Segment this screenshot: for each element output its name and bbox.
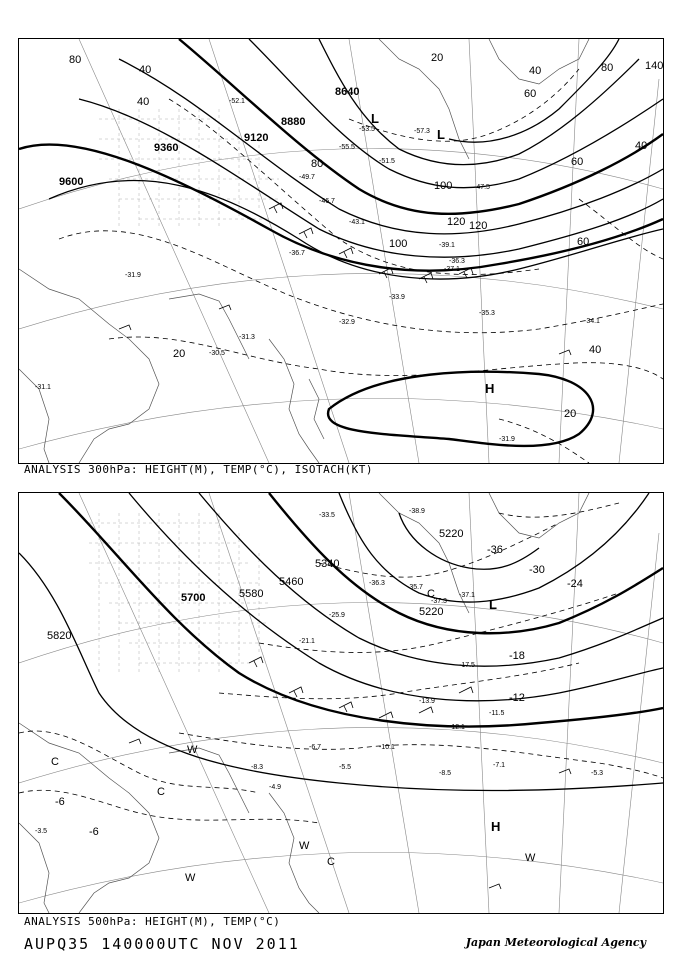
product-id: AUPQ35 140000UTC NOV 2011: [24, 935, 300, 953]
label-20c: 20: [431, 52, 444, 64]
label-100: 100: [434, 180, 453, 192]
label-40d: 40: [589, 344, 602, 356]
label-100b: 100: [389, 238, 408, 250]
temp-label: -38.9: [409, 508, 425, 515]
isotherms: [19, 503, 663, 823]
label-40b: 40: [137, 96, 150, 108]
label-120b: 120: [447, 216, 466, 228]
cold-region: C: [157, 786, 165, 798]
warm-region: W: [187, 744, 198, 756]
temp-label: -21.1: [299, 638, 315, 645]
temp-label: -3.5: [35, 828, 48, 835]
temp-label: -31.9: [499, 436, 515, 443]
map-300hpa-svg: [19, 39, 663, 463]
caption-300hpa: ANALYSIS 300hPa: HEIGHT(M), TEMP(°C), ISOTACH(KT): [24, 463, 374, 476]
temp-label: -33.9: [389, 294, 405, 301]
temp-label: -4.9: [269, 784, 282, 791]
label-80: 80: [311, 158, 324, 170]
temp-label: -37.1: [444, 266, 460, 273]
label-20: 20: [173, 348, 186, 360]
label-140: 140: [645, 60, 663, 72]
temp-label: -11.5: [489, 710, 505, 717]
graticule: [19, 493, 663, 913]
label-9600: 9600: [59, 176, 84, 188]
temp-label: -31.3: [239, 334, 255, 341]
temp-label: -43.1: [349, 219, 365, 226]
temp-label: -17.5: [459, 662, 475, 669]
temp-label: -35.7: [407, 584, 423, 591]
wind-barbs: [129, 657, 571, 889]
label-9360: 9360: [154, 142, 179, 154]
label-5220b: 5220: [419, 606, 444, 618]
temp-label: -31.9: [125, 272, 141, 279]
label-40e: 40: [635, 140, 648, 152]
label-60b: 60: [571, 156, 584, 168]
low-center: L: [437, 127, 445, 142]
label-minus30: -30: [529, 564, 545, 576]
temp-label: -52.1: [229, 98, 245, 105]
temp-label: -53.5: [359, 126, 375, 133]
high-center: H: [485, 381, 495, 396]
caption-500hpa: ANALYSIS 500hPa: HEIGHT(M), TEMP(°C): [24, 915, 281, 928]
label-5340: 5340: [315, 558, 340, 570]
contour-labels: [59, 52, 663, 420]
map-500hpa-svg: [19, 493, 663, 913]
label-40: 40: [139, 64, 152, 76]
label-5700: 5700: [181, 592, 206, 604]
temp-label: -6.7: [309, 744, 322, 751]
label-minus6: -6: [89, 826, 99, 838]
label-40c: 40: [529, 65, 542, 77]
label-minus18: -18: [509, 650, 525, 662]
temp-label: -55.5: [339, 144, 355, 151]
label-minus6b: -6: [55, 796, 65, 808]
temp-label: -33.5: [319, 512, 335, 519]
temp-label: -46.7: [319, 198, 335, 205]
label-5820: 5820: [47, 630, 72, 642]
height-contours: [19, 493, 663, 791]
label-5580: 5580: [239, 588, 264, 600]
temp-label: -5.5: [339, 764, 352, 771]
temp-label: -37.1: [459, 592, 475, 599]
temp-label: -5.3: [591, 770, 604, 777]
label-8640: 8640: [335, 86, 360, 98]
low-center: L: [371, 111, 379, 126]
high-center: H: [491, 819, 501, 834]
temp-label: -34.1: [584, 318, 600, 325]
label-8880: 8880: [281, 116, 306, 128]
map-300hpa: [18, 38, 664, 464]
cold-region: C: [327, 856, 335, 868]
label-80b: 80: [601, 62, 614, 74]
temp-label: -51.5: [379, 158, 395, 165]
temp-label: -37.3: [431, 598, 447, 605]
height-contours: [19, 39, 663, 446]
temp-label: -8.3: [251, 764, 264, 771]
low-center: L: [489, 597, 497, 612]
label-60: 60: [524, 88, 537, 100]
label-minus36: -36: [487, 544, 503, 556]
label-5460: 5460: [279, 576, 304, 588]
temp-label: -31.1: [35, 384, 51, 391]
label-80c: 80: [69, 54, 82, 66]
temp-label: -7.1: [493, 762, 506, 769]
map-500hpa: [18, 492, 664, 914]
warm-region: W: [525, 852, 536, 864]
temp-label: -30.5: [209, 350, 225, 357]
label-5220: 5220: [439, 528, 464, 540]
cold-region: C: [51, 756, 59, 768]
temp-label: -36.3: [369, 580, 385, 587]
temp-label: -32.9: [339, 319, 355, 326]
temp-label: -36.7: [289, 250, 305, 257]
label-20b: 20: [564, 408, 577, 420]
label-60c: 60: [577, 236, 590, 248]
temp-label: -35.3: [479, 310, 495, 317]
label-9120: 9120: [244, 132, 269, 144]
warm-region: W: [299, 840, 310, 852]
label-minus12: -12: [509, 692, 525, 704]
temp-label: -13.9: [419, 698, 435, 705]
temp-label: -57.3: [414, 128, 430, 135]
label-120: 120: [469, 220, 488, 232]
temp-label: -12.1: [449, 724, 465, 731]
label-minus24: -24: [567, 578, 583, 590]
temp-label: -36.3: [449, 258, 465, 265]
cold-region: C: [427, 588, 435, 600]
temp-label: -47.5: [474, 184, 490, 191]
temp-label: -10.1: [379, 744, 395, 751]
temp-label: -39.1: [439, 242, 455, 249]
temp-label: -8.5: [439, 770, 452, 777]
temp-label: -49.7: [299, 174, 315, 181]
warm-region: W: [185, 872, 196, 884]
agency-name: Japan Meteorological Agency: [465, 936, 646, 949]
temp-label: -25.9: [329, 612, 345, 619]
